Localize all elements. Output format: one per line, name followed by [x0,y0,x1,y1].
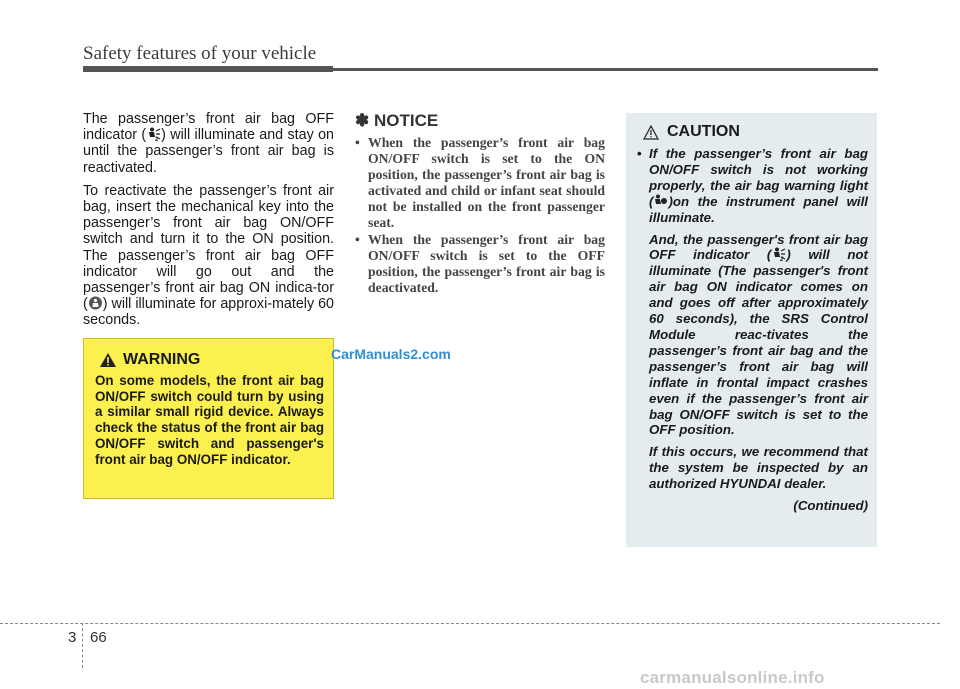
footer-brand-watermark: carmanualsonline.info [640,668,825,687]
page-header-title: Safety features of your vehicle [83,43,317,64]
svg-text:2: 2 [780,257,784,262]
notice-column [355,111,605,296]
caution-body [637,146,868,514]
page-number: 66 [90,629,107,646]
warning-body: On some models, the front air bag ON/OFF switch could turn by using a similar small rigid device. Always check the status of the front air bag ON/OFF switch and passenger's front air bag ON/OFF indicator. [95,373,324,467]
caution-triangle-icon [643,125,659,140]
header-rule [83,68,878,71]
warning-box [83,338,334,499]
warning-title: WARNING [123,351,201,368]
svg-text:2: 2 [155,137,159,142]
paragraph-airbag-off-indicator: The passenger’s front air bag OFF indicator ( 2 ) will illuminate and stay on until the passenger’s front air bag is reactivated. [83,111,334,176]
caution-paragraph: If this occurs, we recommend that the system be inspected by an authorized HYUNDAI dealer. [649,444,868,492]
notice-item: • When the passenger’s front air bag ON/OFF switch is set to the OFF position, the passenger’s front air bag is deactivated. [355,232,605,296]
notice-item: • When the passenger’s front air bag ON/OFF switch is set to the ON position, the passenger’s front air bag is activated and child or infant seat should not be installed on the front passenger seat. [355,135,605,232]
airbag-warning-light-icon [653,194,668,208]
caution-box [626,113,877,547]
caution-heading [637,123,868,141]
left-column [83,111,334,336]
notice-title: ✽ NOTICE [355,111,439,130]
airbag-on-icon [88,296,103,310]
warning-heading [95,351,324,369]
section-number: 3 [68,629,77,646]
footer-divider [82,623,83,668]
airbag-off-icon [146,127,161,141]
caution-title: CAUTION [667,123,740,140]
caution-paragraph: And, the passenger's front air bag OFF indicator ( 2 ) will not illuminate (The passenger's front air bag ON indicator comes on and goes off after approximately 60 seconds), the SRS Control Module reac-tivates the passenger’s front air bag and the passenger’s front air bag will inflate in frontal impact crashes even if the passenger’s front air bag ON/OFF switch is set to the OFF position. [649,231,868,438]
warning-triangle-icon [99,352,117,368]
watermark-link[interactable]: CarManuals2.com [331,346,451,362]
paragraph-reactivate: To reactivate the passenger’s front air bag, insert the mechanical key into the passenger’s front air bag ON/OFF switch and turn it to the ON position. The passenger’s front air bag OFF indicator will go out and the passenger’s front air bag ON indica-tor ( ) will illuminate for approxi-mately 60 seconds. [83,182,334,329]
continued-label: (Continued) [793,498,868,514]
caution-bullet: • If the passenger’s front air bag ON/OFF switch is not working properly, the air bag warning light ( )on the instrument panel will illuminate. [637,146,868,226]
airbag-off-icon [771,247,786,261]
footer-rule [0,623,940,624]
